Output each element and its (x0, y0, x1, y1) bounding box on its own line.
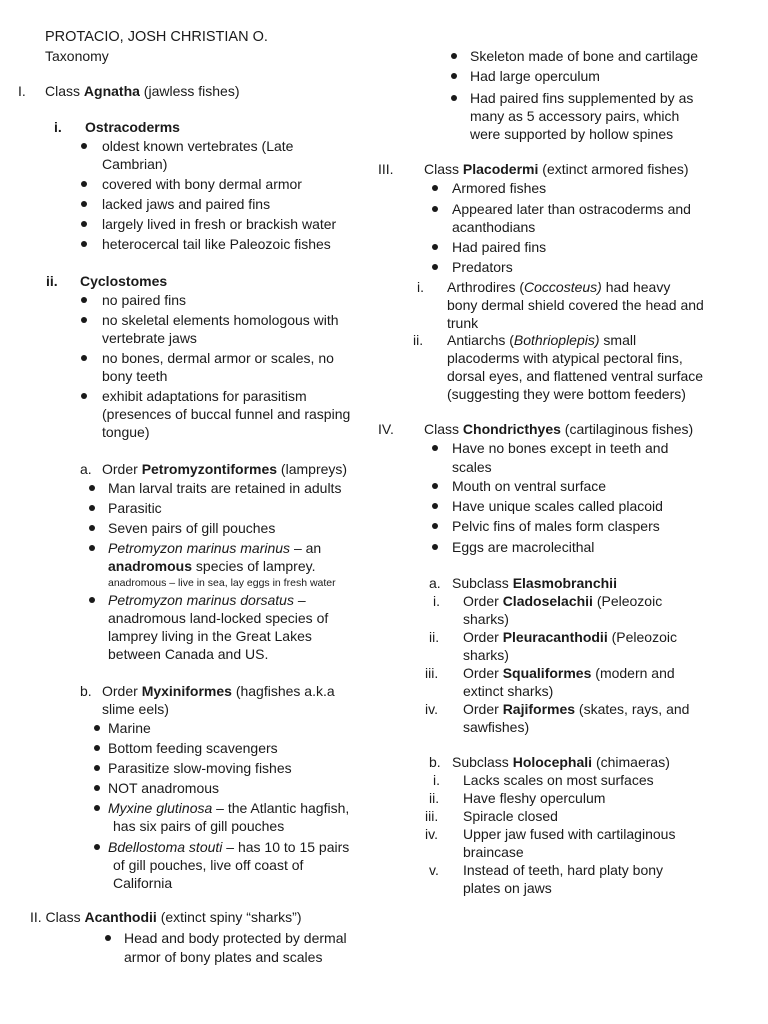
list-item: no skeletal elements homologous with (102, 312, 339, 328)
list-item: Have unique scales called placoid (452, 498, 663, 514)
heading-cont: slime eels) (102, 701, 169, 717)
bullet-icon (432, 206, 438, 212)
list-item-cont: scales (452, 459, 492, 475)
bullet-icon (94, 844, 100, 850)
bullet-icon (81, 355, 87, 361)
footnote: anadromous – live in sea, lay eggs in fresh water (108, 577, 336, 589)
subitem-number: iii. (425, 808, 439, 824)
list-item-cont: vertebrate jaws (102, 330, 197, 346)
list-item-cont: (suggesting they were bottom feeders) (447, 386, 686, 402)
list-item: exhibit adaptations for parasitism (102, 388, 307, 404)
list-item: Myxine glutinosa – the Atlantic hagfish, (108, 800, 350, 816)
list-item: Spiracle closed (463, 808, 558, 824)
list-item-cont: braincase (463, 844, 524, 860)
list-item: Parasitic (108, 500, 162, 516)
bullet-icon (432, 483, 438, 489)
subject-title: Taxonomy (45, 48, 109, 64)
list-item-cont: California (113, 875, 173, 891)
list-item: Seven pairs of gill pouches (108, 520, 276, 536)
ostracoderms-title: Ostracoderms (85, 119, 180, 135)
list-item-cont: Cambrian) (102, 156, 168, 172)
bullet-icon (94, 765, 100, 771)
list-item: heterocercal tail like Paleozoic fishes (102, 236, 331, 252)
bullet-icon (81, 143, 87, 149)
list-item-cont: placoderms with atypical pectoral fins, (447, 350, 683, 366)
bullet-icon (432, 503, 438, 509)
list-item: Order Rajiformes (skates, rays, and (463, 701, 690, 717)
class-4-number: IV. (378, 421, 394, 437)
list-item-cont: has six pairs of gill pouches (113, 818, 285, 834)
bullet-icon (451, 73, 457, 79)
list-item: Have fleshy operculum (463, 790, 606, 806)
class-acanthodii-heading: II. Class Acanthodii (extinct spiny “sharks”) (30, 909, 302, 925)
class-placodermi-heading: Class Placodermi (extinct armored fishes) (424, 161, 689, 177)
subitem-number: ii. (429, 629, 440, 645)
subclass-letter: a. (429, 575, 441, 591)
list-item-cont: anadromous species of lamprey. (108, 558, 316, 574)
bullet-icon (432, 544, 438, 550)
bullet-icon (432, 445, 438, 451)
ostracoderms-number: i. (54, 119, 62, 135)
list-item-cont: sharks) (463, 647, 509, 663)
subitem-number: iv. (425, 701, 438, 717)
class-chondricthyes-heading: Class Chondricthyes (cartilaginous fishes) (424, 421, 694, 437)
list-item: Order Cladoselachii (Peleozoic (463, 593, 663, 609)
order-petromyzontiformes-heading: Order Petromyzontiformes (lampreys) (102, 461, 348, 477)
bullet-icon (81, 317, 87, 323)
list-item-cont: armor of bony plates and scales (124, 949, 323, 965)
list-item-cont: lamprey living in the Great Lakes (108, 628, 312, 644)
list-item: Lacks scales on most surfaces (463, 772, 654, 788)
bullet-icon (451, 53, 457, 59)
list-item: Order Squaliformes (modern and (463, 665, 675, 681)
list-item: Had paired fins (452, 239, 547, 255)
list-item: Bdellostoma stouti – has 10 to 15 pairs (108, 839, 350, 855)
bullet-icon (94, 805, 100, 811)
subitem-number: i. (433, 593, 440, 609)
bullet-icon (432, 264, 438, 270)
subitem-number: iii. (425, 665, 439, 681)
bullet-icon (81, 201, 87, 207)
bullet-icon (432, 244, 438, 250)
list-item: no paired fins (102, 292, 187, 308)
subclass-holocephali-heading: Subclass Holocephali (chimaeras) (452, 754, 670, 770)
bullet-icon (94, 725, 100, 731)
bullet-icon (105, 935, 111, 941)
list-item: Pelvic fins of males form claspers (452, 518, 660, 534)
list-item: no bones, dermal armor or scales, no (102, 350, 334, 366)
list-item: Eggs are macrolecithal (452, 539, 595, 555)
list-item: NOT anadromous (108, 780, 220, 796)
list-item: Order Pleuracanthodii (Peleozoic (463, 629, 677, 645)
list-item: largely lived in fresh or brackish water (102, 216, 337, 232)
order-letter: a. (80, 461, 92, 477)
list-item: Arthrodires (Coccosteus) had heavy (447, 279, 671, 295)
list-item: Mouth on ventral surface (452, 478, 607, 494)
list-item: Head and body protected by dermal (124, 930, 347, 946)
list-item-cont: dorsal eyes, and flattened ventral surface (447, 368, 704, 384)
list-item: oldest known vertebrates (Late (102, 138, 294, 154)
subitem-number: v. (429, 862, 439, 878)
bullet-icon (89, 597, 95, 603)
subitem-number: ii. (429, 790, 440, 806)
subclass-letter: b. (429, 754, 441, 770)
bullet-icon (432, 185, 438, 191)
list-item-cont: between Canada and US. (108, 646, 269, 662)
subitem-number: ii. (413, 332, 424, 348)
bullet-icon (451, 95, 457, 101)
cyclostomes-number: ii. (46, 273, 58, 289)
class-1-number: I. (18, 83, 26, 99)
bullet-icon (94, 785, 100, 791)
list-item: Petromyzon marinus dorsatus – (108, 592, 306, 608)
bullet-icon (81, 181, 87, 187)
list-item: Marine (108, 720, 151, 736)
list-item: Petromyzon marinus marinus – an (108, 540, 322, 556)
subitem-number: i. (417, 279, 424, 295)
class-3-number: III. (378, 161, 394, 177)
list-item-cont: bony teeth (102, 368, 168, 384)
list-item-cont: many as 5 accessory pairs, which (470, 108, 680, 124)
bullet-icon (89, 545, 95, 551)
bullet-icon (81, 221, 87, 227)
subitem-number: iv. (425, 826, 438, 842)
list-item: Upper jaw fused with cartilaginous (463, 826, 676, 842)
bullet-icon (81, 297, 87, 303)
list-item: Appeared later than ostracoderms and (452, 201, 691, 217)
bullet-icon (94, 745, 100, 751)
order-myxiniformes-heading: Order Myxiniformes (hagfishes a.k.a (102, 683, 335, 699)
list-item: Had large operculum (470, 68, 600, 84)
list-item-cont: of gill pouches, live off coast of (113, 857, 304, 873)
list-item-cont: sawfishes) (463, 719, 530, 735)
list-item-cont: extinct sharks) (463, 683, 554, 699)
list-item: Had paired fins supplemented by as (470, 90, 694, 106)
bullet-icon (432, 523, 438, 529)
list-item-cont: (presences of buccal funnel and rasping (102, 406, 351, 422)
list-item: lacked jaws and paired fins (102, 196, 271, 212)
list-item: Parasitize slow-moving fishes (108, 760, 292, 776)
list-item: Instead of teeth, hard platy bony (463, 862, 664, 878)
bullet-icon (89, 485, 95, 491)
list-item: Armored fishes (452, 180, 547, 196)
subitem-number: i. (433, 772, 440, 788)
list-item-cont: plates on jaws (463, 880, 552, 896)
bullet-icon (81, 393, 87, 399)
bullet-icon (89, 505, 95, 511)
list-item-cont: trunk (447, 315, 479, 331)
list-item: Bottom feeding scavengers (108, 740, 278, 756)
bullet-icon (89, 525, 95, 531)
list-item: Skeleton made of bone and cartilage (470, 48, 699, 64)
list-item-cont: acanthodians (452, 219, 536, 235)
bullet-icon (81, 241, 87, 247)
list-item: Man larval traits are retained in adults (108, 480, 342, 496)
author-name: PROTACIO, JOSH CHRISTIAN O. (45, 29, 268, 45)
cyclostomes-title: Cyclostomes (80, 273, 168, 289)
list-item: Antiarchs (Bothrioplepis) small (447, 332, 637, 348)
list-item-cont: were supported by hollow spines (470, 126, 674, 142)
class-agnatha-heading: Class Agnatha (jawless fishes) (45, 83, 240, 99)
list-item-cont: tongue) (102, 424, 150, 440)
list-item-cont: bony dermal shield covered the head and (447, 297, 704, 313)
list-item: covered with bony dermal armor (102, 176, 302, 192)
list-item: Predators (452, 259, 513, 275)
list-item: Have no bones except in teeth and (452, 440, 669, 456)
order-letter: b. (80, 683, 92, 699)
subclass-elasmobranchii-heading: Subclass Elasmobranchii (452, 575, 617, 591)
list-item-cont: anadromous land-locked species of (108, 610, 329, 626)
list-item-cont: sharks) (463, 611, 509, 627)
